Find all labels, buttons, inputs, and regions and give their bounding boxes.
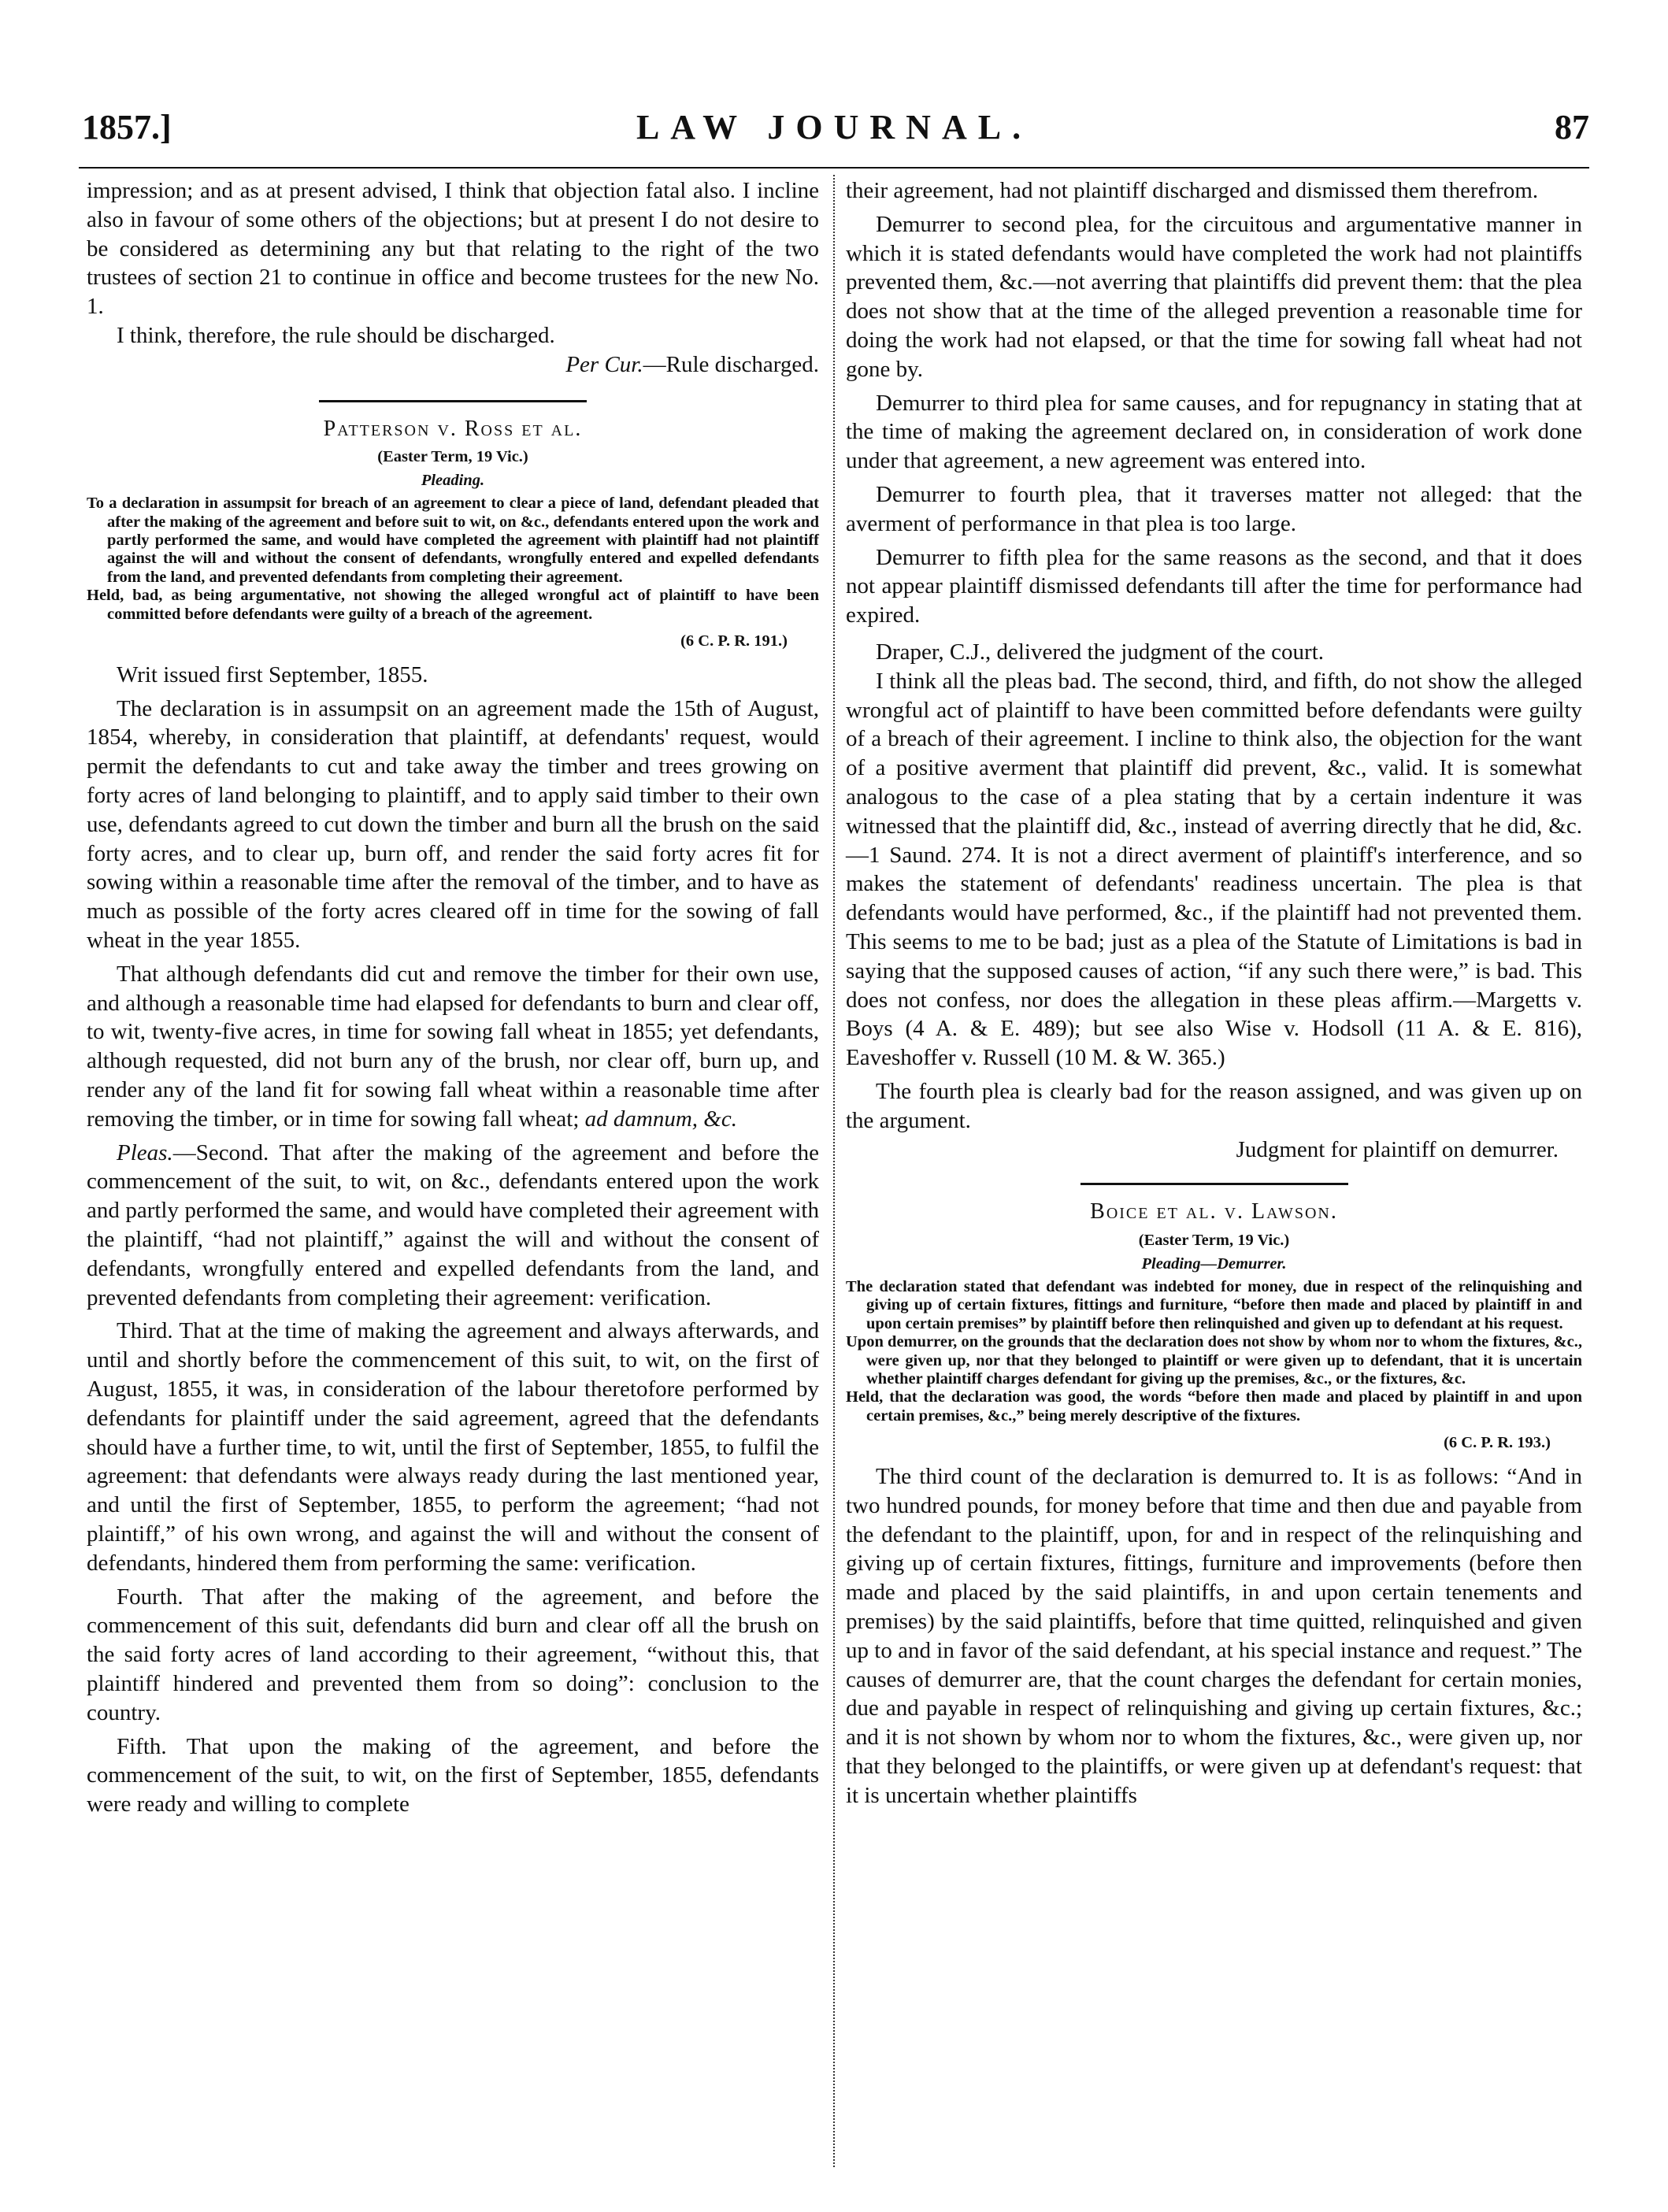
case-topic: Pleading. (421, 471, 485, 489)
judge-line: Draper, C.J., delivered the judgment of the court. (876, 639, 1324, 665)
pleas-label: Pleas. (117, 1139, 173, 1165)
body-paragraph: Demurrer to fourth plea, that it traverses matter not alleged: that the averment of performance in that plea is too large. (846, 481, 1582, 536)
body-paragraph: Fifth. That upon the making of the agreement, and before the commencement of the suit, to wit, on the first of September, 1855, defendants were ready and willing to complete (87, 1733, 819, 1817)
per-curiam-result: —Rule discharged. (643, 351, 819, 377)
case-citation: (6 C. P. R. 191.) (680, 632, 788, 650)
header-rule (79, 167, 1589, 169)
left-column (87, 176, 819, 1819)
body-paragraph: Third. That at the time of making the agreement and always afterwards, and until and shortly before the commencement of this suit, to wit, on the first of August, 1855, it was, in consideration of the labour theretofore performed by defendants for plaintiff under the said agreement, agreed that the defendants should have a further time, to wit, until the first of September, 1855, to fulfil the agreement: that defendants were always ready during the last mentioned year, and until the first of September, 1855, to perform the agreement; “had not plaintiff,” of his own wrong, and against the will and without the consent of defendants, hindered them from performing the same: verification. (87, 1318, 819, 1576)
headnote-paragraph: To a declaration in assumpsit for breach of an agreement to clear a piece of land, defendant pleaded that after the making of the agreement and before suit to wit, on &c., defendants entered upon the work and partly performed the same, and would have completed the agreement with plaintiff had not plaintiff against the will and without the consent of defendants, wrongfully entered and expelled defendants from the land, and prevented defendants from completing their agreement. (87, 495, 819, 586)
continued-paragraph: their agreement, had not plaintiff discharged and dismissed them therefrom. (846, 178, 1539, 203)
continued-paragraph: impression; and as at present advised, I think that objection fatal also. I incline also in favour of some others of the objections; but at present I do not desire to be considered as determining any but that relating to the right of the two trustees of section 21 to continue in office and become trustees for the new No. 1. (87, 178, 819, 320)
header-title: LAW JOURNAL. (636, 108, 1032, 146)
per-curiam-line (87, 350, 819, 380)
body-text: —Second. That after the making of the agreement and before the commencement of the suit, to wit, on &c., defendants entered upon the work and partly performed the same, and would have completed their agreement with the plaintiff, “had not plaintiff,” against the will and without the consent of defendants, wrongfully entered and expelled defendants from the land, and prevented defendants from completing their agreement: verification. (87, 1139, 819, 1310)
per-curiam-label: Per Cur. (565, 351, 643, 377)
body-paragraph: Demurrer to third plea for same causes, and for repugnancy in stating that at the time of making the agreement declared on, in consideration of work done under that agreement, a new agreement was entered into. (846, 390, 1582, 474)
body-paragraph (87, 960, 819, 1134)
case-term: (Easter Term, 19 Vic.) (377, 448, 528, 466)
writ-line: Writ issued first September, 1855. (117, 661, 428, 687)
header-page-number: 87 (1555, 108, 1589, 146)
body-paragraph: Demurrer to second plea, for the circuitous and argumentative manner in which it is stated defendants would have completed the work had not plaintiffs prevented them, &c.—not averring that plaintiffs did prevent them: that the plea does not show that at the time of the alleged prevention a reasonable time for doing the work had not elapsed, or that the time for sowing fall wheat had not gone by. (846, 211, 1582, 382)
opinion-paragraph: I think all the pleas bad. The second, third, and fifth, do not show the alleged wrongful act of plaintiff to have been committed before defendants were guilty of a breach of their agreement. I incline to think also, the objection for the want of a positive averment that plaintiff did prevent, &c., valid. It is somewhat analogous to the case of a plea stating that by a certain indenture it was witnessed that the plaintiff did, &c., instead of averring directly that he did, &c.—1 Saund. 274. It is not a direct averment of plaintiff's interference, and so makes the statement of defendants' readiness uncertain. The plea is that defendants would have performed, &c., if the plaintiff had not prevented them. This seems to me to be bad; just as a plea of the Statute of Limitations is bad in saying that the supposed causes of action, “if any such there were,” is bad. This does not confess, nor does the allegation in these pleas affirm.—Margetts v. Boys (4 A. & E. 489); but see also Wise v. Hodsoll (11 A. & E. 816), Eaveshoffer v. Russell (10 M. & W. 365.) (846, 668, 1582, 1071)
latin-phrase: ad damnum, &c. (584, 1106, 737, 1132)
headnote-paragraph: The declaration stated that defendant was indebted for money, due in respect of the relinquishing and giving up of certain fixtures, fittings and furniture, “before then made and placed by plaintiff in and upon certain premises” by plaintiff before then relinquished and given up to defendant at his request. (846, 1277, 1582, 1332)
body-paragraph: Fourth. That after the making of the agreement, and before the commencement of this suit, defendants did burn and clear off all the brush on the said forty acres of land according to their agreement, “without this, that plaintiff hindered and prevented them from so doing”: conclusion to the country. (87, 1584, 819, 1725)
case-title: Boice et al. v. Lawson. (1090, 1199, 1338, 1225)
headnote (87, 495, 819, 624)
conclusion-paragraph: I think, therefore, the rule should be discharged. (117, 322, 555, 348)
body-paragraph: The fourth plea is clearly bad for the reason assigned, and was given up on the argument. (846, 1078, 1582, 1133)
body-paragraph: The third count of the declaration is demurred to. It is as follows: “And in two hundred pounds, for money before that time and then due and payable from the defendant to the plaintiff, upon, for and in respect of the relinquishing and giving up of certain fixtures, fittings, furniture and improvements (before then made and placed by the said plaintiffs, in and upon certain tenements and premises) by the said plaintiffs, before that time quitted, relinquished and given up to and in favor of the said defendant, at his special instance and request.” The causes of demurrer are, that the count charges the defendant for certain monies, due and payable in respect of relinquishing and giving up certain fixtures, &c.; and it is not shown by whom nor to whom the fixtures, &c., were given up, nor that they belonged to the plaintiffs, or were given up at defendant's request: that it is uncertain whether plaintiffs (846, 1463, 1582, 1808)
headnote-held: Held, bad, as being argumentative, not showing the alleged wrongful act of plaintiff to have been committed before defendants were guilty of a breach of the agreement. (87, 587, 819, 623)
headnote (846, 1278, 1582, 1425)
headnote-held: Held, that the declaration was good, the words “before then made and placed by plaintiff in and upon certain premises, &c.,” being merely descriptive of the fixtures. (846, 1388, 1582, 1425)
body-paragraph (87, 1139, 819, 1313)
case-title: Patterson v. Ross et al. (323, 416, 583, 441)
body-paragraph: The declaration is in assumpsit on an agreement made the 15th of August, 1854, whereby, in consideration that plaintiff, at defendants' request, would permit the defendants to cut and take away the timber and trees growing on forty acres of land belonging to plaintiff, and to apply said timber to their own use, defendants agreed to cut down the timber and burn all the brush on the said forty acres, and to clear up, burn off, and render the said forty acres fit for sowing within a reasonable time after the removal of the timber, and to have as much as possible of the forty acres cleared off in time for the sowing of fall wheat in the year 1855. (87, 695, 819, 953)
case-topic: Pleading—Demurrer. (1141, 1254, 1287, 1273)
column-divider (833, 175, 835, 2167)
body-paragraph: Demurrer to fifth plea for the same reasons as the second, and that it does not appear plaintiff dismissed defendants till after the time for performance had expired. (846, 544, 1582, 628)
right-column (846, 176, 1582, 1810)
case-term: (Easter Term, 19 Vic.) (1138, 1232, 1290, 1250)
headnote-paragraph: Upon demurrer, on the grounds that the declaration does not show by whom nor to whom the fixtures, &c., were given up, nor that they belonged to plaintiff or were given up to defendant, that it is uncertain whether plaintiff charges defendant for giving up the premises, &c., or the fixtures, &c. (846, 1333, 1582, 1388)
header-year: 1857.] (82, 108, 172, 146)
judgment-line: Judgment for plaintiff on demurrer. (1236, 1136, 1559, 1162)
case-citation: (6 C. P. R. 193.) (1444, 1434, 1551, 1452)
body-text: That although defendants did cut and remove the timber for their own use, and although a reasonable time had elapsed for defendants to burn and clear off, to wit, twenty-five acres, in time for sowing fall wheat in 1855; yet defendants, although requested, did not burn any of the brush, nor clear off, burn up, and render any of the land fit for sowing fall wheat within a reasonable time after removing the timber, or in time for sowing fall wheat; (87, 961, 819, 1132)
